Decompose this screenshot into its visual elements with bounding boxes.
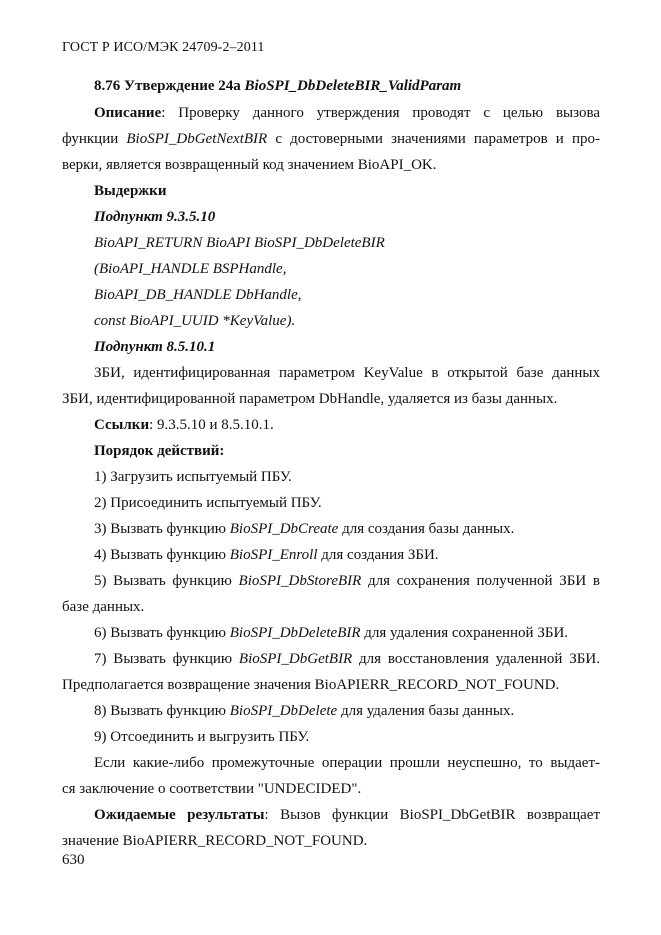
- code-line-2: (BioAPI_HANDLE BSPHandle,: [94, 261, 287, 277]
- code-line-3: BioAPI_DB_HANDLE DbHandle,: [94, 287, 302, 303]
- excerpts-title: Выдержки: [94, 183, 167, 199]
- excerpt-text-line-2: ЗБИ, идентифицированной параметром DbHandle, удаляется из базы данных.: [62, 391, 558, 407]
- code-line-4: const BioAPI_UUID *KeyValue).: [94, 313, 296, 329]
- step-9: 9) Отсоединить и выгрузить ПБУ.: [94, 729, 310, 745]
- step-6: 6) Вызвать функцию BioSPI_DbDeleteBIR для удаления сохраненной ЗБИ.: [94, 625, 569, 641]
- step-5-continued: базе данных.: [62, 599, 145, 615]
- references: Ссылки: 9.3.5.10 и 8.5.10.1.: [94, 417, 274, 433]
- step-4: 4) Вызвать функцию BioSPI_Enroll для создания ЗБИ.: [94, 547, 439, 563]
- subclause-heading-2: Подпункт 8.5.10.1: [94, 339, 216, 355]
- expected-results-label: Ожидаемые результаты: [94, 807, 265, 823]
- section-heading: [94, 77, 461, 95]
- step-7-continued: Предполагается возвращение значения BioAPIERR_RECORD_NOT_FOUND.: [62, 677, 560, 693]
- step-8: 8) Вызвать функцию BioSPI_DbDelete для удаления базы данных.: [94, 703, 515, 719]
- standard-header: ГОСТ Р ИСО/МЭК 24709-2–2011: [62, 40, 265, 55]
- procedure-note-line-2: ся заключение о соответствии "UNDECIDED".: [62, 781, 362, 797]
- page-number: 630: [62, 852, 85, 868]
- step-2: 2) Присоединить испытуемый ПБУ.: [94, 495, 322, 511]
- section-number: 8.76 Утверждение 24а: [94, 78, 245, 94]
- procedure-title: Порядок действий:: [94, 443, 225, 459]
- step-3: 3) Вызвать функцию BioSPI_DbCreate для создания базы данных.: [94, 521, 515, 537]
- description-line-2: функции BioSPI_DbGetNextBIR с достоверными значениями параметров и про-: [62, 131, 600, 147]
- section-function-name: BioSPI_DbDeleteBIR_ValidParam: [244, 78, 462, 94]
- excerpt-text-line-1: ЗБИ, идентифицированная параметром KeyValue в открытой базе данных: [94, 365, 600, 381]
- code-line-1: BioAPI_RETURN BioAPI BioSPI_DbDeleteBIR: [94, 235, 385, 251]
- description-label: Описание: [94, 105, 162, 121]
- step-7: 7) Вызвать функцию BioSPI_DbGetBIR для восстановления удаленной ЗБИ.: [94, 651, 600, 667]
- expected-results-line-1: Ожидаемые результаты: Вызов функции BioSPI_DbGetBIR возвращает: [94, 807, 600, 823]
- description-line-1: Описание: Проверку данного утверждения проводят с целью вызова: [94, 105, 600, 121]
- step-5: 5) Вызвать функцию BioSPI_DbStoreBIR для сохранения полученной ЗБИ в: [94, 573, 600, 589]
- expected-results-line-2: значение BioAPIERR_RECORD_NOT_FOUND.: [62, 833, 368, 849]
- procedure-note-line-1: Если какие-либо промежуточные операции прошли неуспешно, то выдает-: [94, 755, 600, 771]
- references-label: Ссылки: [94, 417, 150, 433]
- subclause-heading-1: Подпункт 9.3.5.10: [94, 209, 216, 225]
- step-1: 1) Загрузить испытуемый ПБУ.: [94, 469, 292, 485]
- description-line-3: верки, является возвращенный код значением BioAPI_OK.: [62, 157, 437, 173]
